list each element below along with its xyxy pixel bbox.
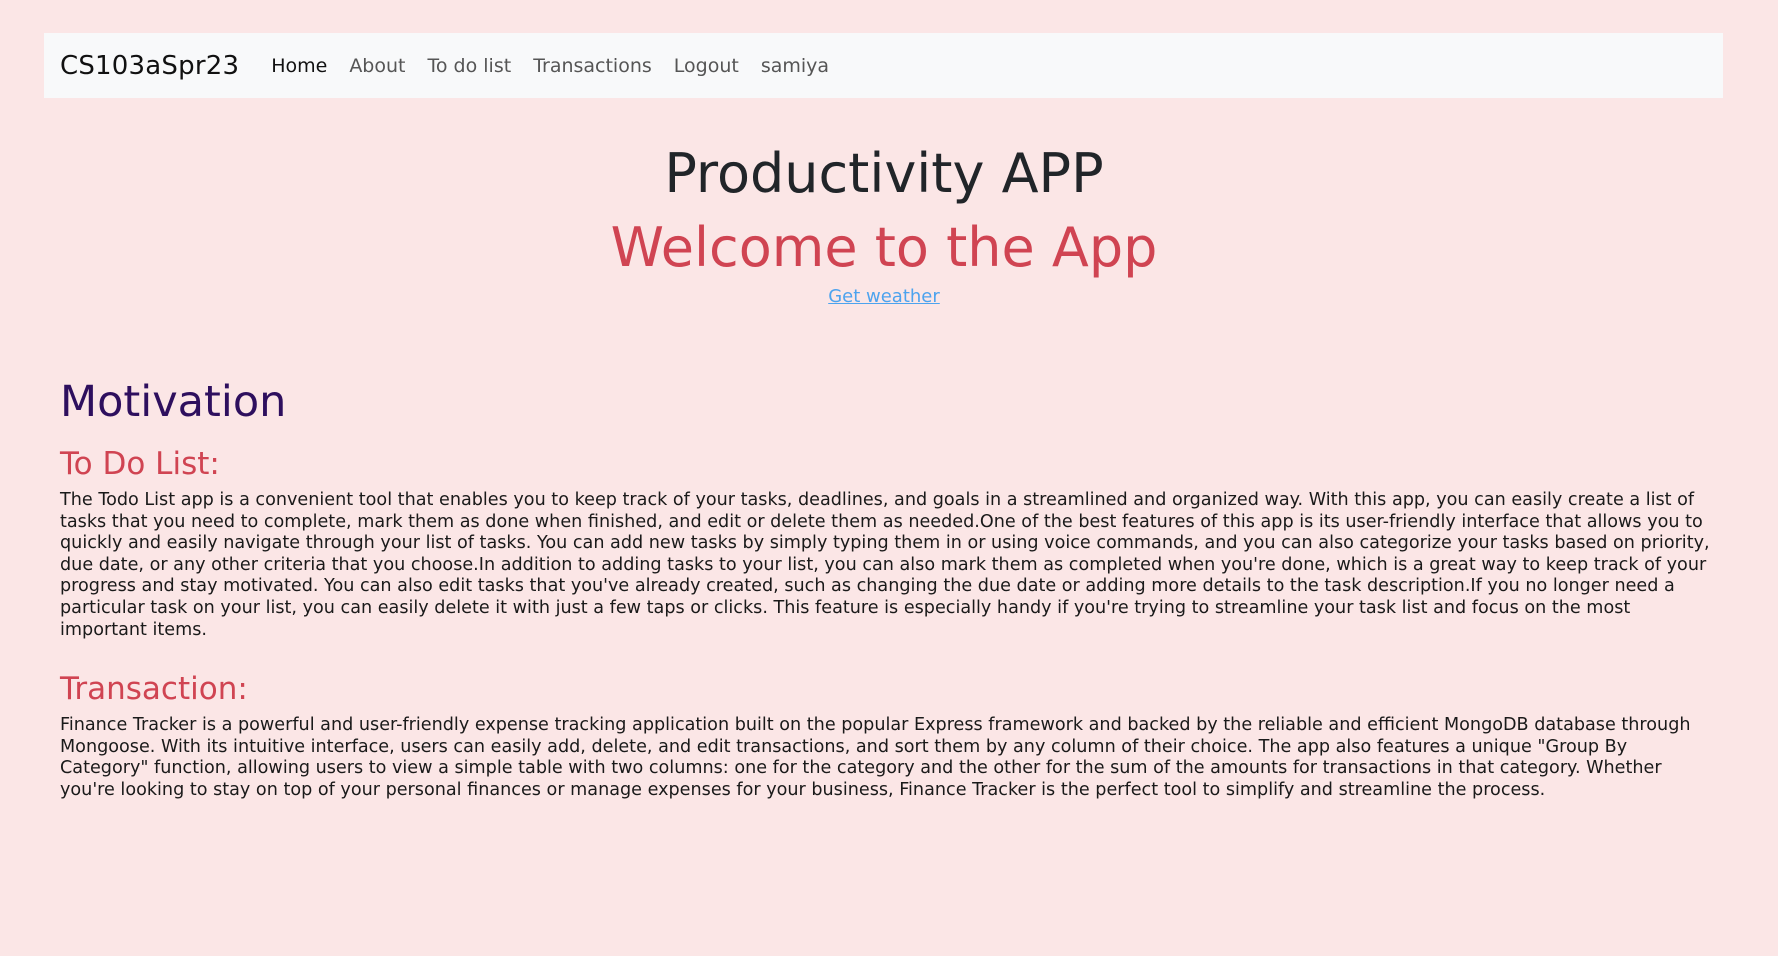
navbar [44, 33, 1723, 98]
nav-link-todo-list[interactable]: To do list [427, 54, 512, 77]
motivation-section [60, 370, 1710, 802]
brand-link[interactable]: CS103aSpr23 [60, 50, 240, 81]
todo-list-heading: To Do List: [60, 446, 220, 482]
transaction-description: Finance Tracker is a powerful and user-friendly expense tracking application built on the popular Express framework and backed by the reliable and efficient MongoDB database through Mongoose. With its intuitive interface, users can easily add, delete, and edit transactions, and sort them by any column of their choice. The app also features a unique "Group By Category" function, allowing users to view a simple table with two columns: one for the category and the other for the sum of the amounts for transactions in that category. Whether you're looking to stay on top of your personal finances or manage expenses for your business, Finance Tracker is the perfect tool to simplify and streamline the process. [60, 715, 1691, 800]
page-title: Productivity APP [664, 142, 1104, 205]
nav-link-about[interactable]: About [349, 54, 406, 77]
welcome-heading: Welcome to the App [610, 216, 1158, 279]
nav-link-home[interactable]: Home [271, 54, 328, 77]
transaction-heading: Transaction: [60, 671, 248, 708]
nav-link-logout[interactable]: Logout [673, 54, 739, 77]
hero-section [0, 138, 1768, 307]
get-weather-link[interactable]: Get weather [828, 286, 940, 307]
section-spacer [60, 641, 1710, 659]
nav-links [271, 55, 851, 77]
todo-list-description: The Todo List app is a convenient tool that enables you to keep track of your tasks, deadlines, and goals in a streamlined and organized way. With this app, you can easily create a list of tasks that you need to complete, mark them as done when finished, and edit or delete them as needed.One of the best features of this app is its user-friendly interface that allows you to quickly and easily navigate through your list of tasks. You can add new tasks by simply typing them in or using voice commands, and you can also categorize your tasks based on priority, due date, or any other criteria that you choose.In addition to adding tasks to your list, you can also mark them as completed when you're done, which is a great way to keep track of your progress and stay motivated. You can also edit tasks that you've already created, such as changing the due date or adding more details to the task description.If you no longer need a particular task on your list, you can easily delete it with just a few taps or clicks. This feature is especially handy if you're trying to streamline your task list and focus on the most important items. [60, 490, 1710, 640]
motivation-heading: Motivation [60, 377, 287, 427]
nav-link-username[interactable]: samiya [760, 54, 830, 77]
nav-link-transactions[interactable]: Transactions [533, 54, 652, 77]
